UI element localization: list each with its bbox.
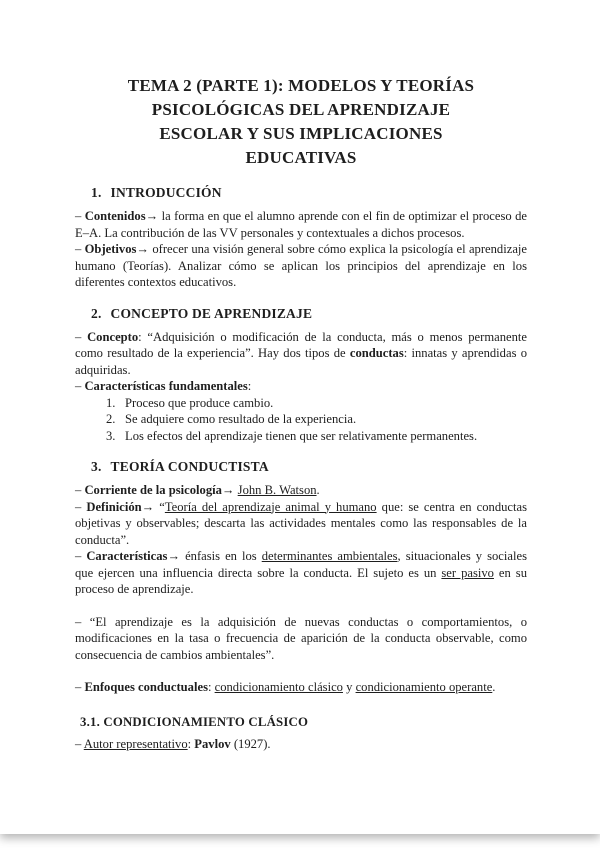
list-item: [106, 411, 527, 428]
text-segment: →: [221, 483, 238, 497]
text-segment: → la forma en que el alumno aprende con el fin de optimizar el proceso de E–A. La contribución de las VV personales y contextuales a dichos procesos.: [75, 209, 527, 240]
text-segment: :: [187, 736, 195, 751]
text-segment: → ofrecer una visión general sobre cómo explica la psicología el aprendizaje humano (Teorías). Analizar cómo se aplican los principios del aprendizaje en los diferentes contextos educativos.: [75, 242, 527, 289]
paragraph: [75, 482, 527, 499]
text-segment: que: se centra en conductas objetivas y observables; descarta las actividades mentales como las responsables de la conducta”.: [75, 499, 527, 547]
paragraph: [75, 614, 527, 664]
text-segment: Características fundamentales: [84, 379, 248, 393]
section-heading: [75, 305, 527, 323]
text-segment: –: [75, 549, 87, 563]
section-title: TEORÍA CONDUCTISTA: [110, 459, 269, 474]
document-title-line: TEMA 2 (PARTE 1): MODELOS Y TEORÍAS: [127, 76, 475, 95]
text-segment: (1927).: [230, 736, 271, 751]
text-segment: – “El aprendizaje es la adquisición de nuevas conductas o comportamientos, o modificaciones en la tasa o frecuencia de aparición de la conducta observable, como consecuencia de cambios ambientales”.: [75, 614, 527, 662]
text-segment: :: [207, 680, 215, 694]
text-segment: –: [75, 379, 85, 393]
paragraph: [75, 208, 527, 241]
section-number: 2.: [91, 305, 102, 321]
list-item-number: 2.: [106, 412, 116, 426]
paragraph: [75, 378, 527, 395]
section-number: 3.: [91, 459, 102, 474]
text-segment: ser pasivo: [441, 565, 494, 580]
list-item-number: 3.: [106, 428, 116, 443]
text-segment: determinantes ambientales: [261, 549, 398, 563]
subsection-heading: 3.1. CONDICIONAMIENTO CLÁSICO: [80, 714, 309, 729]
text-segment: condicionamiento operante: [355, 680, 493, 694]
text-segment: –: [75, 680, 85, 694]
text-segment: John B. Watson: [237, 483, 317, 497]
text-segment: en su proceso de aprendizaje.: [75, 565, 527, 596]
list-item: [106, 428, 527, 445]
paragraph: [75, 736, 527, 753]
text-segment: Enfoques conductuales: [84, 680, 208, 694]
paragraph: [75, 241, 527, 291]
list-item-number: 1.: [106, 395, 116, 410]
paragraph: [75, 679, 527, 696]
text-segment: y: [342, 680, 356, 694]
text-segment: Corriente de la psicología: [84, 483, 222, 497]
text-segment: .: [316, 483, 320, 497]
document-title-line: ESCOLAR Y SUS IMPLICACIONES: [159, 124, 443, 143]
document-title: [75, 74, 527, 170]
paragraph: [75, 329, 527, 379]
text-segment: –: [75, 209, 85, 223]
document-title-line: PSICOLÓGICAS DEL APRENDIZAJE: [151, 100, 451, 119]
text-segment: Contenidos: [84, 209, 146, 223]
list-item-text: Se adquiere como resultado de la experiencia.: [125, 412, 357, 426]
text-segment: Concepto: [87, 329, 139, 344]
text-segment: –: [75, 483, 85, 497]
text-segment: .: [492, 680, 496, 694]
text-segment: Objetivos: [84, 242, 137, 256]
paragraph: [75, 499, 527, 549]
text-segment: Autor representativo: [83, 736, 188, 751]
section-heading: [75, 458, 527, 476]
text-segment: conductas: [349, 346, 404, 360]
text-segment: → énfasis en los: [167, 549, 262, 563]
text-segment: : “Adquisición o modificación de la conducta, más o menos permanente como resultado de la experiencia”. Hay dos tipos de: [75, 329, 527, 360]
text-segment: Definición: [86, 499, 142, 514]
section-title: CONCEPTO DE APRENDIZAJE: [110, 305, 313, 321]
text-segment: : innatas y aprendidas o adquiridas.: [75, 346, 528, 377]
list-item-text: Los efectos del aprendizaje tienen que ser relativamente permanentes.: [125, 428, 478, 443]
text-segment: –: [75, 242, 85, 256]
text-segment: :: [247, 379, 252, 393]
text-segment: → “: [141, 499, 165, 514]
list-item: [106, 395, 527, 412]
list-item-text: Proceso que produce cambio.: [125, 395, 274, 410]
section-heading: [75, 184, 527, 202]
ordered-list: [106, 395, 527, 445]
text-segment: condicionamiento clásico: [214, 680, 343, 694]
section-number: 1.: [91, 185, 102, 200]
paragraph: [75, 548, 527, 598]
text-segment: Características: [86, 549, 168, 563]
text-segment: , situacionales y sociales que ejercen una influencia directa sobre la conducta. El sujeto es un: [75, 549, 527, 580]
text-segment: –: [75, 736, 84, 751]
text-segment: Pavlov: [194, 736, 231, 751]
text-segment: –: [75, 499, 87, 514]
text-segment: Teoría del aprendizaje animal y humano: [164, 499, 377, 514]
section-title: INTRODUCCIÓN: [110, 185, 222, 200]
document-body: [75, 184, 527, 752]
text-segment: –: [75, 329, 88, 344]
document-title-line: EDUCATIVAS: [245, 148, 357, 167]
